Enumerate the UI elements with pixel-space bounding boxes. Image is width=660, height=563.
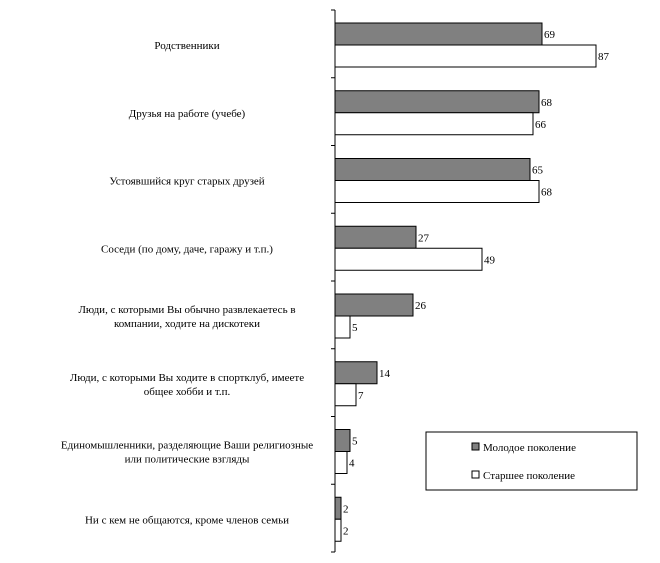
legend-label-young: Молодое поколение xyxy=(483,442,576,454)
value-label-old-7: 2 xyxy=(343,525,349,538)
category-labels-layer xyxy=(61,40,313,526)
bar-old-1 xyxy=(335,113,533,135)
legend xyxy=(426,432,637,490)
value-label-young-3: 27 xyxy=(418,232,429,245)
category-label-7: Ни с кем не общаются, кроме членов семьи xyxy=(84,514,290,527)
category-label-4: компании, ходите на дискотеки xyxy=(113,318,261,330)
category-label-5: общее хобби и т.п. xyxy=(143,385,231,398)
bar-old-7 xyxy=(335,519,341,541)
category-label-5: Люди, с которыми Вы ходите в спортклуб, имеете xyxy=(69,371,305,384)
value-label-old-5: 7 xyxy=(358,389,364,402)
value-label-old-1: 66 xyxy=(535,118,546,131)
bar-young-0 xyxy=(335,23,542,45)
value-label-old-3: 49 xyxy=(484,254,495,267)
bar-old-4 xyxy=(335,316,350,338)
bar-young-6 xyxy=(335,430,350,452)
value-label-old-6: 4 xyxy=(349,457,355,470)
bar-young-4 xyxy=(335,294,413,316)
value-label-old-0: 87 xyxy=(598,51,609,63)
value-label-old-4: 5 xyxy=(352,322,358,334)
value-label-young-5: 14 xyxy=(379,367,390,380)
bar-old-6 xyxy=(335,452,347,474)
bar-young-3 xyxy=(335,226,416,248)
axis-ticks xyxy=(331,10,335,552)
value-label-young-0: 69 xyxy=(544,29,555,41)
bar-old-5 xyxy=(335,384,356,406)
category-label-3: Соседи (по дому, даче, гаражу и т.п.) xyxy=(101,243,273,256)
value-label-young-1: 68 xyxy=(541,96,552,109)
category-label-1: Друзья на работе (учебе) xyxy=(128,107,246,120)
bar-young-7 xyxy=(335,497,341,519)
bar-old-0 xyxy=(335,45,596,67)
legend-label-old: Старшее поколение xyxy=(483,470,576,482)
value-label-young-2: 65 xyxy=(532,164,543,177)
bar-young-1 xyxy=(335,91,539,113)
category-label-4: Люди, с которыми Вы обычно развлекаетесь в xyxy=(78,304,296,316)
category-label-2: Устоявшийся круг старых друзей xyxy=(109,175,265,188)
category-label-6: Единомышленники, разделяющие Ваши религиозные xyxy=(60,439,314,452)
legend-swatch-old xyxy=(472,471,479,478)
legend-swatch-young xyxy=(472,443,479,450)
bar-young-2 xyxy=(335,159,530,181)
value-label-young-6: 5 xyxy=(352,435,358,448)
category-label-6: или политические взгляды xyxy=(124,453,250,466)
bar-old-3 xyxy=(335,248,482,270)
value-label-old-2: 68 xyxy=(541,186,552,199)
category-label-0: Родственники xyxy=(154,40,220,52)
bar-young-5 xyxy=(335,362,377,384)
value-label-young-7: 2 xyxy=(343,503,349,516)
value-label-young-4: 26 xyxy=(415,300,426,312)
bar-old-2 xyxy=(335,181,539,203)
